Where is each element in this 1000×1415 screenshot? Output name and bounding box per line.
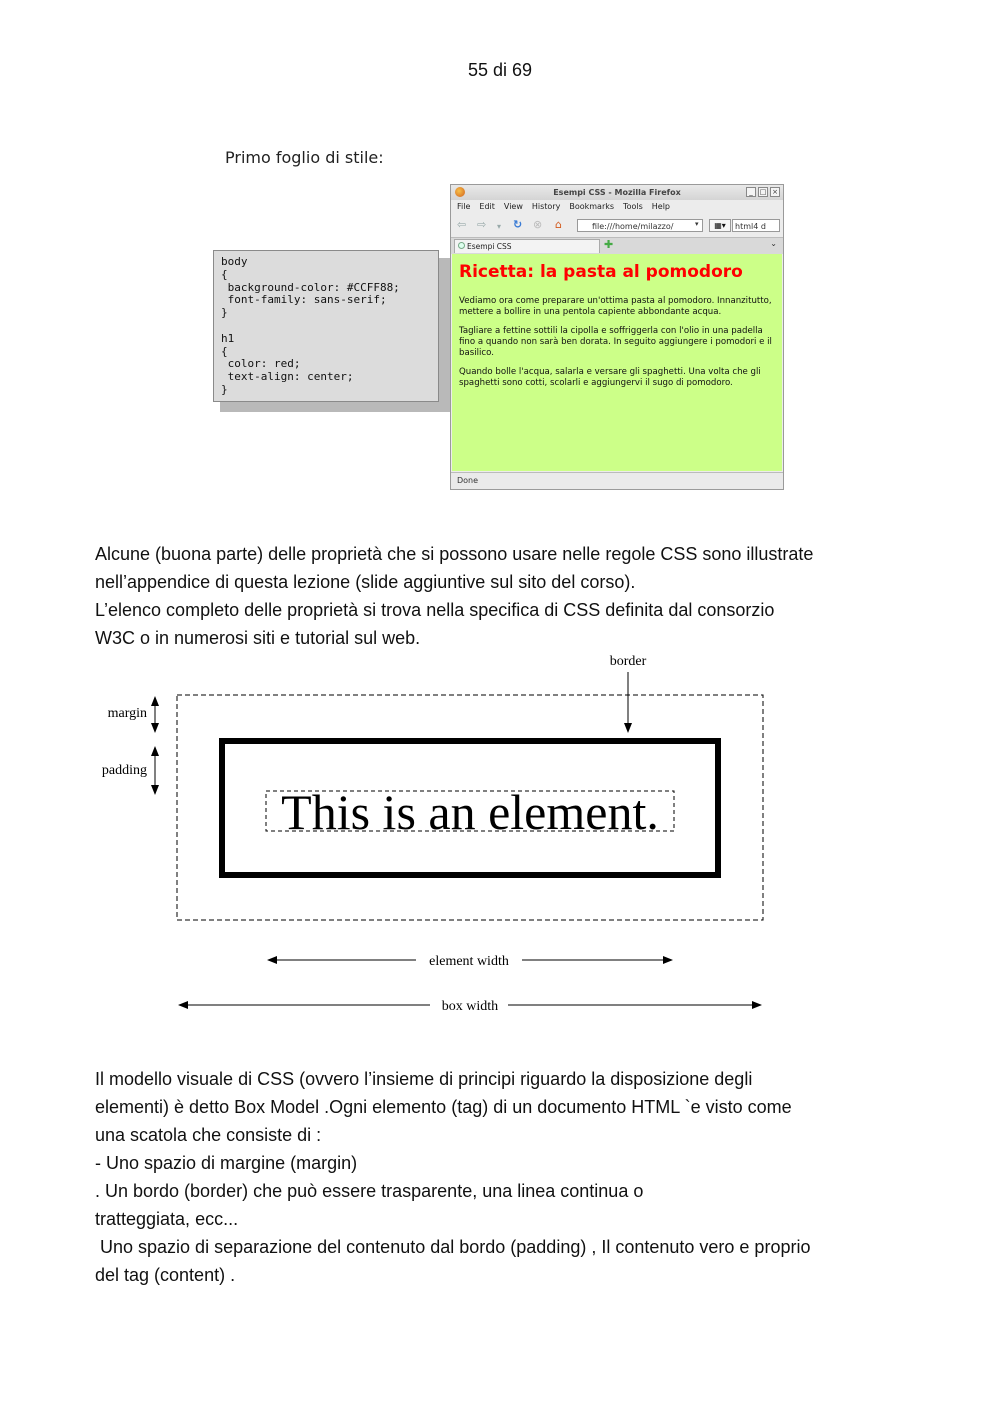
outro-paragraph <box>95 1065 925 1289</box>
url-dropdown-icon[interactable]: ▾ <box>695 220 699 228</box>
border-label: border <box>609 654 647 669</box>
intro-line-1: Alcune (buona parte) delle proprietà che si possono usare nelle regole CSS sono illustrate <box>95 544 814 564</box>
maximize-button[interactable]: □ <box>759 188 767 196</box>
menu-bookmarks[interactable]: Bookmarks <box>569 202 615 211</box>
search-engine-icon[interactable]: ▦▾ <box>709 219 731 232</box>
close-button[interactable]: × <box>770 187 780 197</box>
padding-label: padding <box>101 763 147 778</box>
menu-history[interactable]: History <box>531 202 561 211</box>
element-text: This is an element. <box>281 784 659 840</box>
recipe-paragraph-2: Tagliare a fettine sottili la cipolla e soffriggerla con l'olio in una padella fino a quando non sarà ben dorata. In seguito aggiungere i pomodori e il basilico. <box>459 326 772 358</box>
intro-line-2: nell’appendice di questa lezione (slide aggiuntive sul sito del corso). <box>95 572 636 592</box>
margin-label: margin <box>107 706 147 721</box>
stop-icon[interactable]: ⊗ <box>533 218 543 231</box>
menu-tools[interactable]: Tools <box>623 202 643 211</box>
history-dropdown-icon[interactable]: ▾ <box>497 222 502 231</box>
browser-content <box>452 254 782 471</box>
menu-view[interactable]: View <box>503 202 523 211</box>
page-heading: Ricetta: la pasta al pomodoro <box>459 262 743 282</box>
intro-line-4: W3C o in numerosi siti e tutorial sul web. <box>95 628 421 648</box>
browser-title-bar <box>451 185 783 200</box>
outro-line-4: - Uno spazio di margine (margin) <box>95 1153 358 1173</box>
menu-file[interactable]: File <box>457 202 471 211</box>
status-bar: Done <box>451 472 783 489</box>
outro-line-1: Il modello visuale di CSS (ovvero l’insieme di principi riguardo la disposizione degli <box>95 1069 753 1089</box>
back-icon[interactable]: ⇦ <box>457 218 467 231</box>
firefox-logo-icon <box>455 187 465 197</box>
window-title: Esempi CSS - Mozilla Firefox <box>553 188 681 197</box>
css-code-box: body { background-color: #CCFF88; font-family: sans-serif; } h1 { color: red; text-align: center; } <box>213 250 439 402</box>
element-width-label: element width <box>429 954 509 969</box>
url-bar[interactable]: file:///home/milazzo/ <box>577 219 703 232</box>
home-icon[interactable]: ⌂ <box>555 218 562 231</box>
intro-line-3: L’elenco completo delle proprietà si trova nella specifica di CSS definita dal consorzio <box>95 600 775 620</box>
outro-line-2: elementi) è detto Box Model .Ogni elemento (tag) di un documento HTML `e visto come <box>95 1097 792 1117</box>
new-tab-icon[interactable]: ✚ <box>604 238 614 251</box>
browser-menu-bar <box>451 200 670 214</box>
recipe-paragraph-3: Quando bolle l'acqua, salarla e versare gli spaghetti. Una volta che gli spaghetti sono cotti, scolarli e aggiungervi il sugo di pomodoro. <box>459 367 761 388</box>
search-input[interactable]: html4 d <box>732 219 780 232</box>
menu-help[interactable]: Help <box>651 202 671 211</box>
outro-line-3: una scatola che consiste di : <box>95 1125 322 1145</box>
tab-esempi-css[interactable]: Esempi CSS <box>454 239 600 253</box>
window-controls <box>746 187 780 197</box>
outro-line-7: Uno spazio di separazione del contenuto dal bordo (padding) , Il contenuto vero e proprio <box>95 1237 811 1257</box>
tab-favicon-icon <box>458 242 465 249</box>
page-number: 55 di 69 <box>467 60 533 80</box>
browser-window <box>450 184 784 490</box>
recipe-paragraph-1: Vediamo ora come preparare un'ottima pasta al pomodoro. Innanzitutto, mettere a bollire in una pentola capiente abbondante acqua. <box>459 296 772 317</box>
box-width-label: box width <box>441 999 499 1014</box>
menu-edit[interactable]: Edit <box>479 202 495 211</box>
box-model-diagram <box>90 650 780 1020</box>
forward-icon[interactable]: ⇨ <box>477 218 487 231</box>
reload-icon[interactable]: ↻ <box>513 218 523 231</box>
navigation-toolbar <box>451 215 783 237</box>
minimize-button[interactable]: _ <box>746 187 756 197</box>
tab-list-chevron-down-icon[interactable]: ⌄ <box>770 239 777 248</box>
outro-line-5: . Un bordo (border) che può essere trasparente, una linea continua o <box>95 1181 644 1201</box>
outro-line-8: del tag (content) . <box>95 1265 236 1285</box>
outro-line-6: tratteggiata, ecc... <box>95 1209 239 1229</box>
intro-paragraph <box>95 540 925 652</box>
figure-caption: Primo foglio di stile: <box>225 148 384 167</box>
